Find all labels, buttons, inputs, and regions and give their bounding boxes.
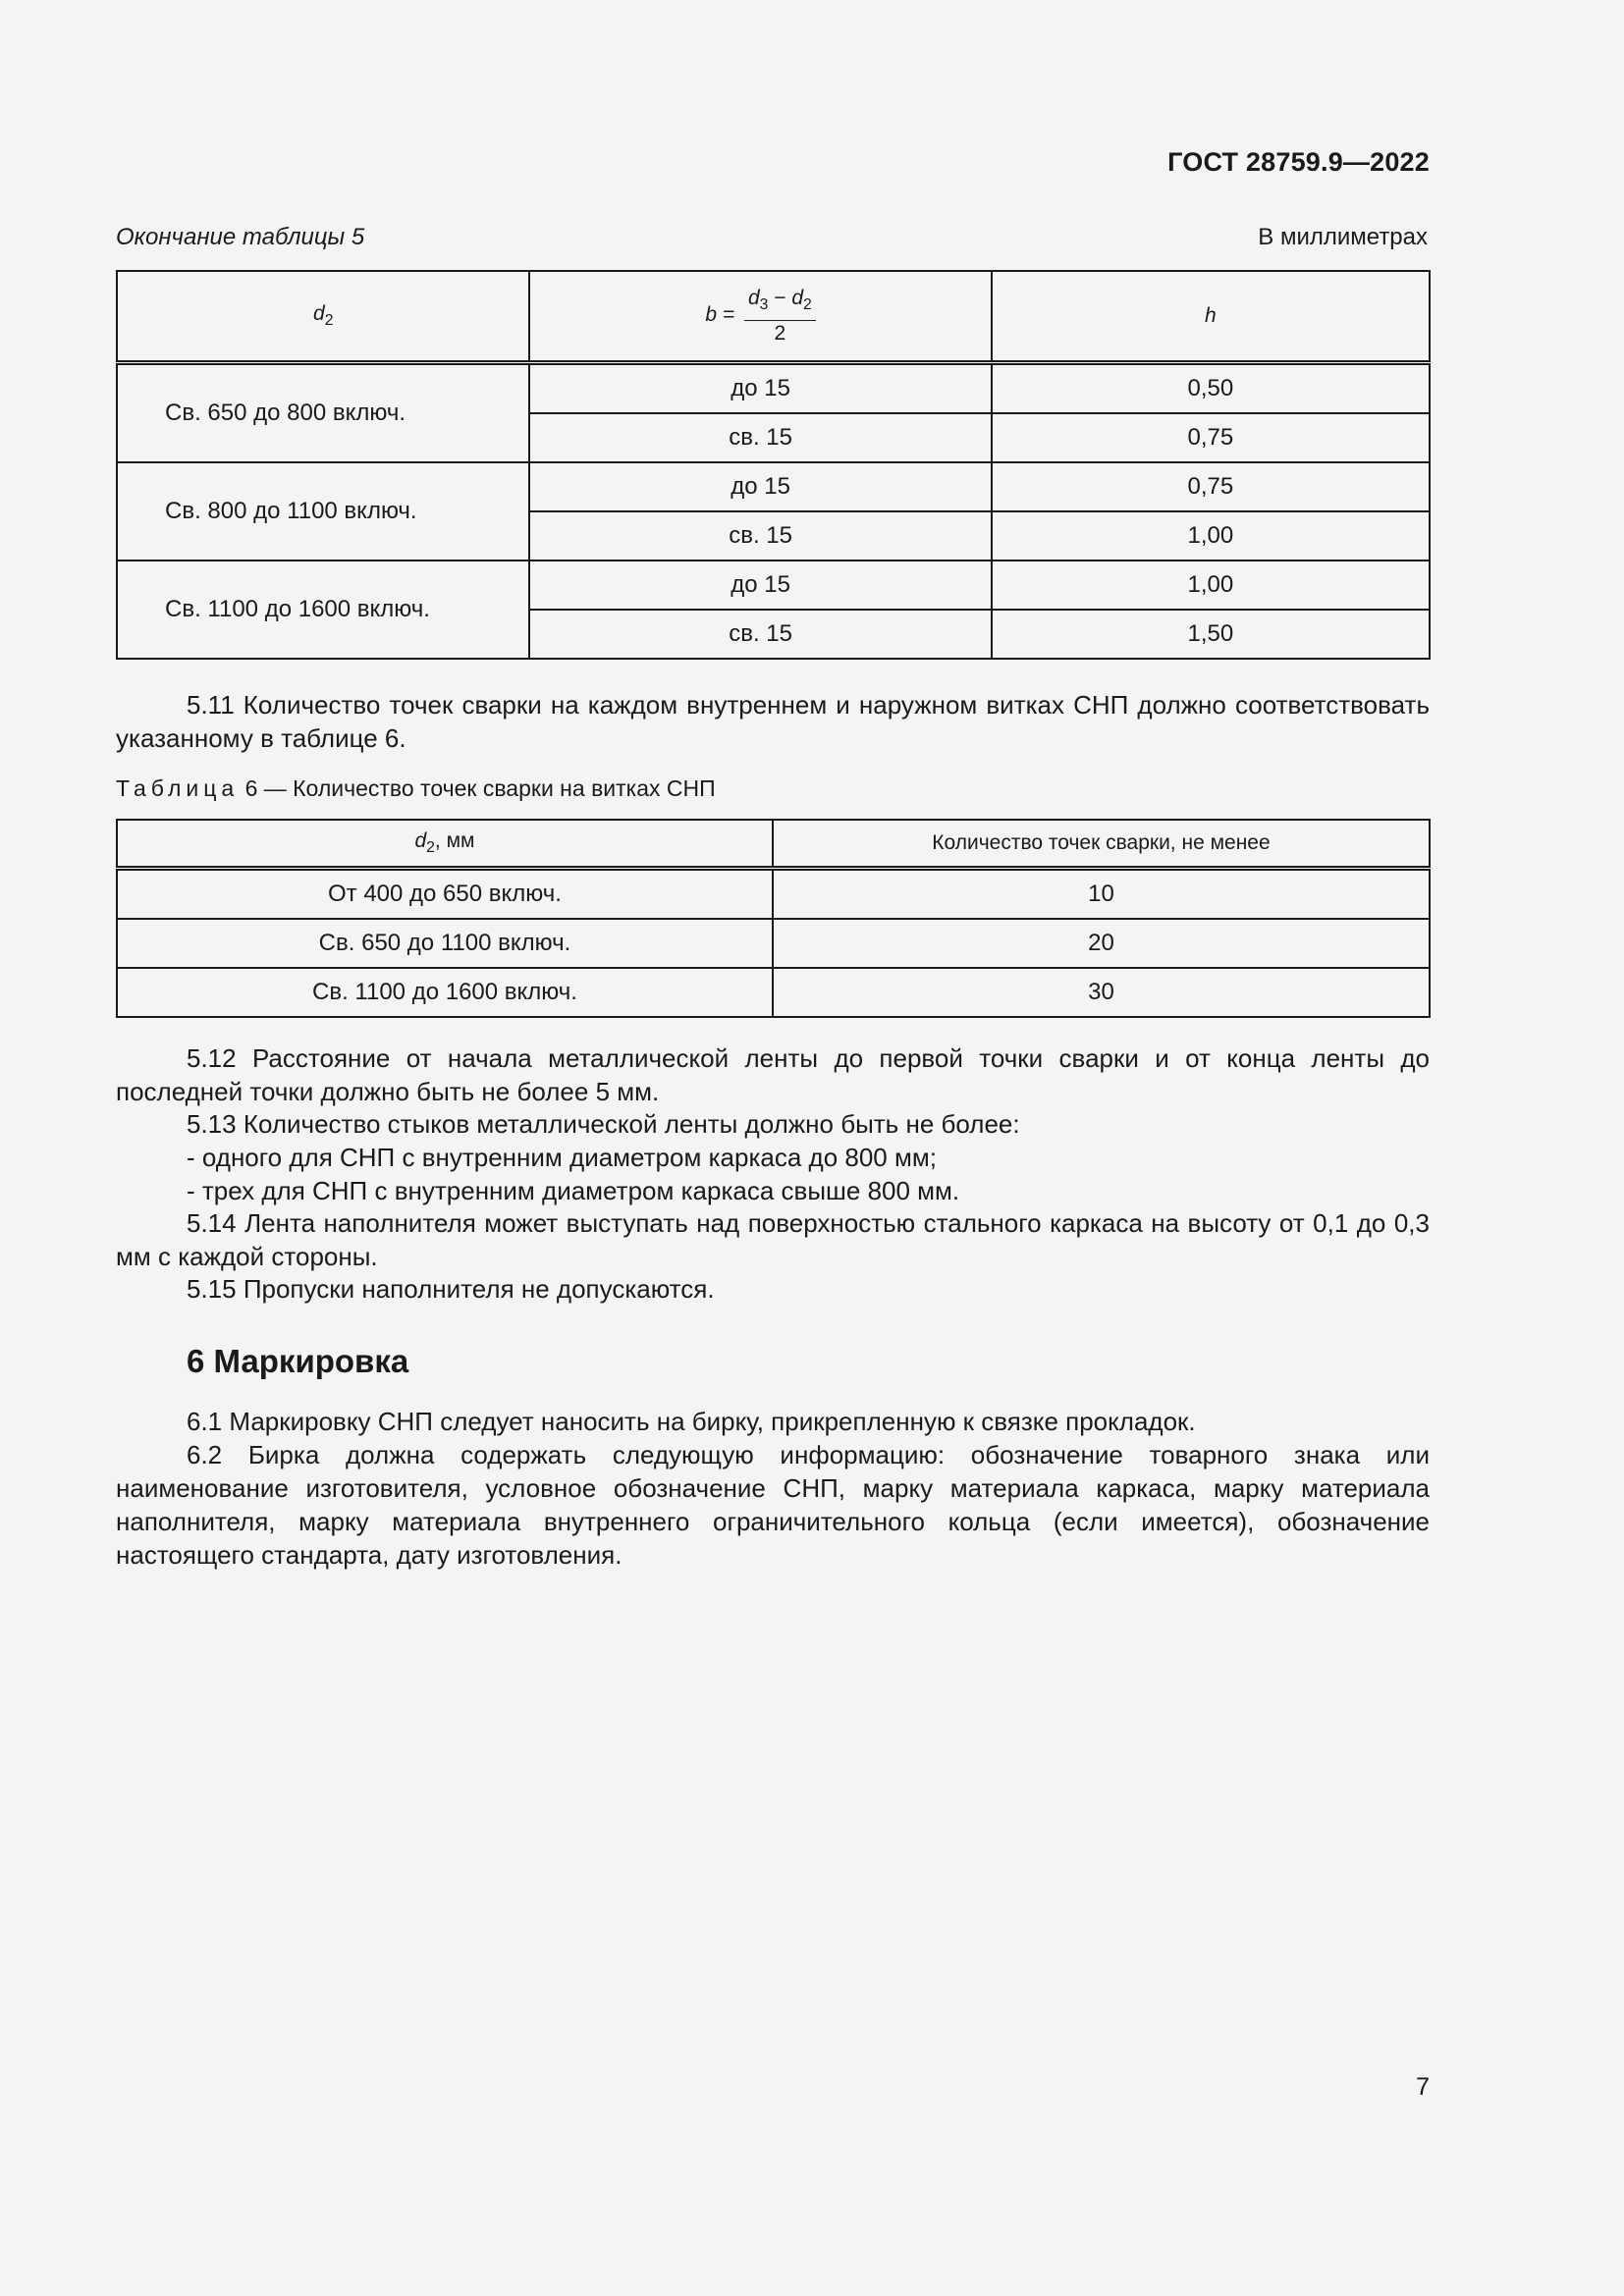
- paragraph-5-11: 5.11 Количество точек сварки на каждом внутреннем и наружном витках СНП должно соответствовать указанному в таблице 6.: [116, 690, 1430, 753]
- table5-b-cell: до 15: [529, 363, 991, 414]
- table-row: [117, 869, 1430, 920]
- table5-h-cell: 1,50: [992, 610, 1430, 659]
- table6: [116, 819, 1431, 1018]
- paragraph-5-14: 5.14 Лента наполнителя может выступать над поверхностью стального каркаса на высоту от 0,1 до 0,3 мм с каждой стороны.: [116, 1208, 1430, 1271]
- paragraph-5-15: 5.15 Пропуски наполнителя не допускаются.: [187, 1274, 715, 1304]
- table5-range-cell: Св. 650 до 800 включ.: [117, 363, 529, 463]
- table5-header-row: [117, 271, 1430, 363]
- table5-h-cell: 1,00: [992, 561, 1430, 610]
- table5-header-d2: $d_2$: [117, 271, 529, 363]
- document-number: ГОСТ 28759.9—2022: [1167, 147, 1430, 177]
- table5-range-cell: Св. 800 до 1100 включ.: [117, 462, 529, 561]
- table6-range-cell: От 400 до 650 включ.: [117, 869, 773, 920]
- table5-header-h: h: [992, 271, 1430, 363]
- list-item: - одного для СНП с внутренним диаметром каркаса до 800 мм;: [187, 1143, 937, 1172]
- table-row: [117, 363, 1430, 414]
- table5-b-cell: св. 15: [529, 413, 991, 462]
- table5-b-cell: св. 15: [529, 610, 991, 659]
- table5-caption-row: [116, 224, 1428, 257]
- table5-header-b: b = $\frac{d_3 - d_2}{2}$: [529, 271, 991, 363]
- table5-units: В миллиметрах: [1258, 224, 1428, 250]
- paragraph-5-13: 5.13 Количество стыков металлической ленты должно быть не более:: [187, 1109, 1020, 1139]
- table6-header-d2: $d_2$, мм: [117, 820, 773, 869]
- table6-range-cell: Св. 650 до 1100 включ.: [117, 919, 773, 968]
- table5-b-cell: до 15: [529, 561, 991, 610]
- table5-caption: Окончание таблицы 5: [116, 224, 365, 250]
- table5-h-cell: 0,75: [992, 462, 1430, 511]
- table-row: [117, 462, 1430, 511]
- table-row: [117, 561, 1430, 610]
- section-heading: 6 Маркировка: [187, 1343, 409, 1379]
- table-row: [117, 968, 1430, 1017]
- page-number: 7: [1416, 2073, 1430, 2101]
- table6-range-cell: Св. 1100 до 1600 включ.: [117, 968, 773, 1017]
- table5-h-cell: 1,00: [992, 511, 1430, 561]
- table6-header-count: Количество точек сварки, не менее: [773, 820, 1430, 869]
- table5-b-cell: св. 15: [529, 511, 991, 561]
- list-item: - трех для СНП с внутренним диаметром каркаса свыше 800 мм.: [187, 1176, 960, 1205]
- table5-h-cell: 0,75: [992, 413, 1430, 462]
- table5-range-cell: Св. 1100 до 1600 включ.: [117, 561, 529, 659]
- table6-count-cell: 20: [773, 919, 1430, 968]
- paragraph-6-1: 6.1 Маркировку СНП следует наносить на бирку, прикрепленную к связке прокладок.: [187, 1407, 1196, 1436]
- table5: [116, 270, 1431, 660]
- paragraph-5-12: 5.12 Расстояние от начала металлической ленты до первой точки сварки и от конца ленты до последней точки должно быть не более 5 мм.: [116, 1043, 1430, 1106]
- table6-header-row: [117, 820, 1430, 869]
- b-formula-fraction: $\frac{d_3 - d_2}{2}$: [744, 286, 816, 346]
- table-row: [117, 919, 1430, 968]
- table6-count-cell: 30: [773, 968, 1430, 1017]
- table6-title: Таблица 6 — Количество точек сварки на витках СНП: [116, 775, 716, 801]
- table6-count-cell: 10: [773, 869, 1430, 920]
- table5-h-cell: 0,50: [992, 363, 1430, 414]
- table5-b-cell: до 15: [529, 462, 991, 511]
- paragraph-6-2: 6.2 Бирка должна содержать следующую информацию: обозначение товарного знака или наименование изготовителя, условное обозначение СНП, марку материала каркаса, марку материала наполнителя, марку материала внутреннего ограничительного кольца (если имеется), обозначение настоящего стандарта, дату изготовления.: [116, 1440, 1430, 1570]
